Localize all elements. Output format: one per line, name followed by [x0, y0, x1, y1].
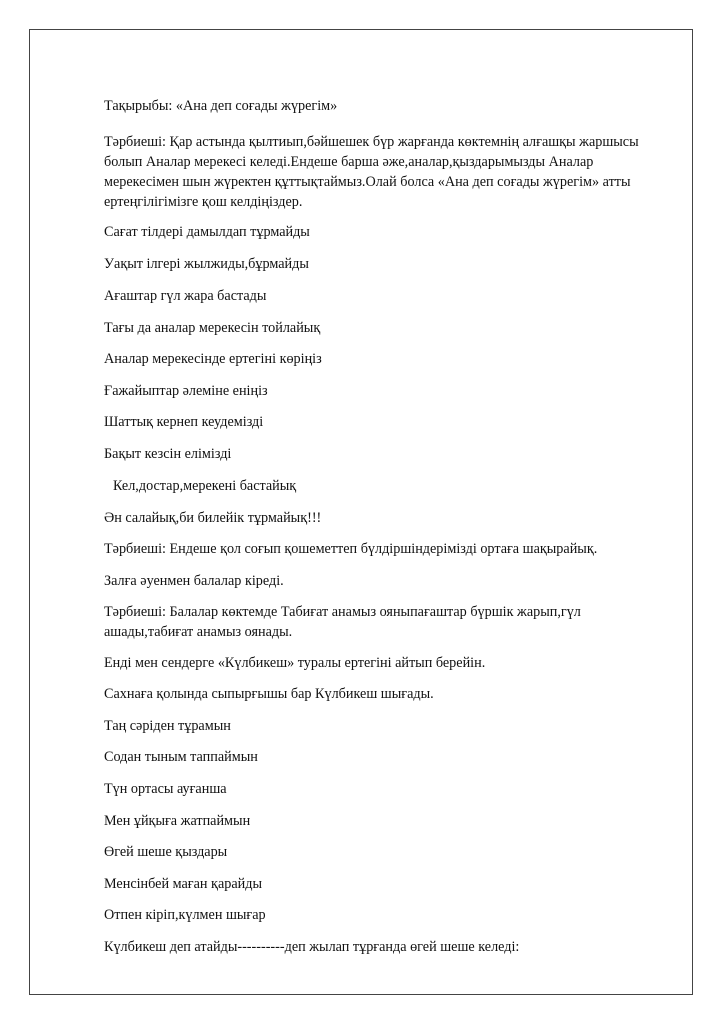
poem-line: Өгей шеше қыздары: [104, 844, 228, 860]
paragraph: Тәрбиеші: Ендеше қол соғып қошеметтеп бүлдіршіндерімізді ортаға шақырайық.: [104, 541, 598, 557]
paragraph: Күлбикеш деп атайды----------деп жылап тұрғанда өгей шеше келеді:: [104, 939, 520, 955]
poem-line: Ән салайық,би билейік тұрмайық!!!: [104, 510, 322, 526]
paragraph: Тәрбиеші: Балалар көктемде Табиғат анамыз ояныпағаштар бүршік жарып,гүл ашады,табиғат анамыз оянады.: [104, 604, 581, 640]
poem-line: Ғажайыптар әлеміне еніңіз: [104, 383, 268, 399]
poem-line: Менсінбей маған қарайды: [104, 876, 262, 892]
poem-line: Аналар мерекесінде ертегіні көріңіз: [104, 351, 322, 367]
paragraph: Сахнаға қолында сыпырғышы бар Күлбикеш шығады.: [104, 686, 434, 702]
paragraph: Енді мен сендерге «Күлбикеш» туралы ертегіні айтып берейін.: [104, 655, 486, 671]
poem-line: Содан тыным таппаймын: [104, 749, 258, 765]
poem-line: Кел,достар,мерекені бастайық: [113, 478, 297, 494]
poem-line: Түн ортасы ауғанша: [104, 781, 227, 797]
poem-line: Мен ұйқыға жатпаймын: [104, 813, 251, 829]
poem-line: Уақыт ілгері жылжиды,бұрмайды: [104, 256, 309, 272]
poem-line: Отпен кіріп,күлмен шығар: [104, 907, 266, 923]
poem-line: Сағат тілдері дамылдап тұрмайды: [104, 224, 310, 240]
poem-line: Шаттық кернеп кеудемізді: [104, 414, 264, 430]
poem-line: Бақыт кезсін елімізді: [104, 446, 232, 462]
paragraph-intro: Тәрбиеші: Қар астында қылтиып,бәйшешек бүр жарғанда көктемнің алғашқы жаршысы болып Аналар мерекесі келеді.Ендеше барша әже,аналар,қыздарымызды Аналар мерекесімен шын жүректен құттықтаймыз.Олай болса «Ана деп соғады жүрегім» атты ертеңгілігімізге қош келдіңіздер.: [104, 134, 639, 210]
document-title: Тақырыбы: «Ана деп соғады жүрегім»: [104, 98, 338, 114]
poem-line: Таң сәріден тұрамын: [104, 718, 231, 734]
paragraph: Залға әуенмен балалар кіреді.: [104, 573, 284, 589]
poem-line: Тағы да аналар мерекесін тойлайық: [104, 320, 321, 336]
poem-line: Ағаштар гүл жара бастады: [104, 288, 267, 304]
